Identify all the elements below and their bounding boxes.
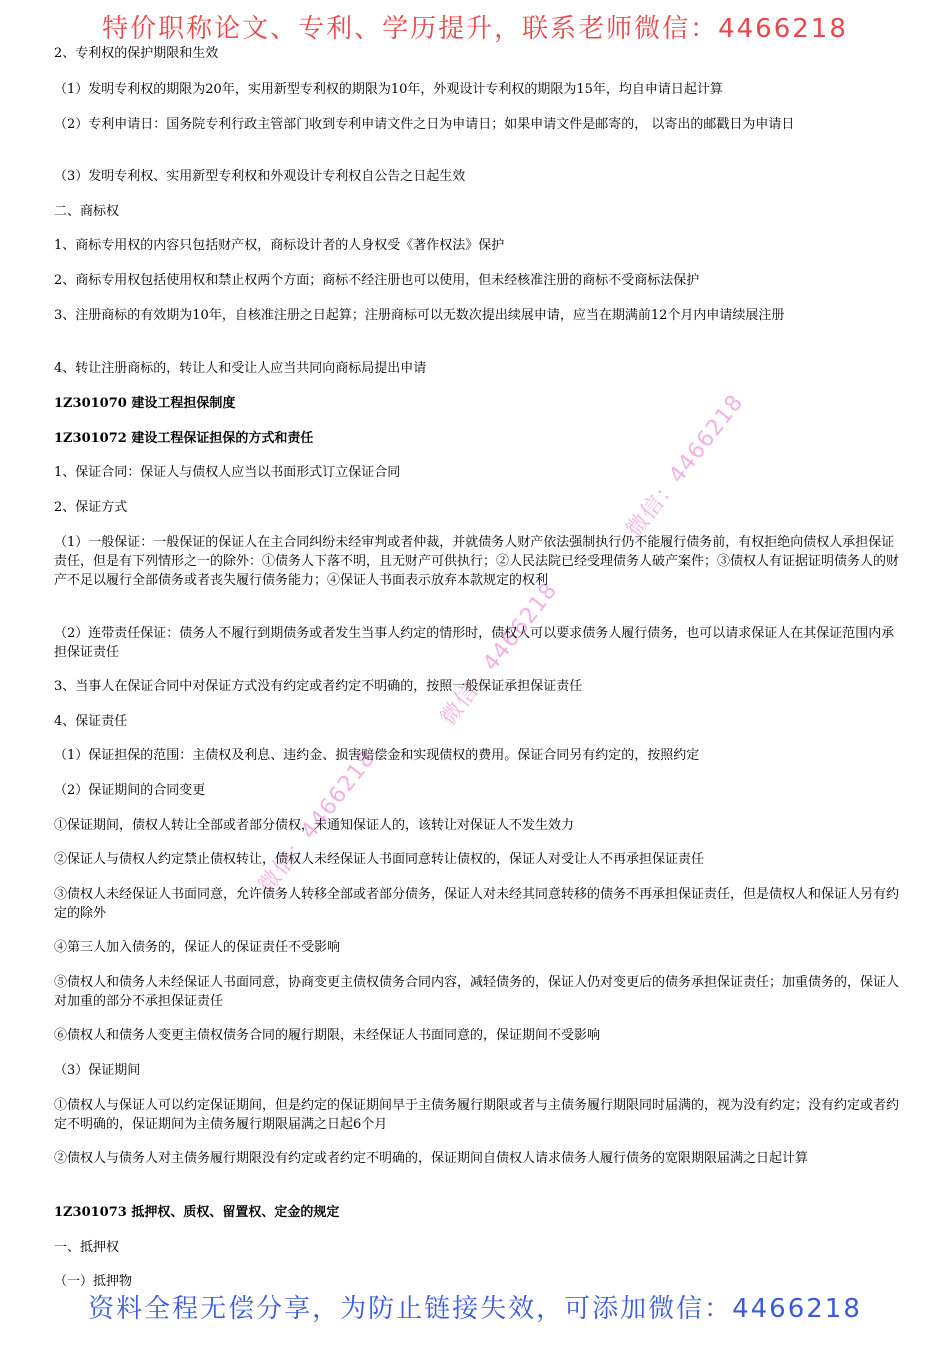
paragraph: （1）一般保证：一般保证的保证人在主合同纠纷未经审判或者仲裁，并就债务人财产依法强制执行仍不能履行债务前，有权拒绝向债权人承担保证责任，但是有下列情形之一的除外：①债务人下落不明，且无财产可供执行；②人民法院已经受理债务人破产案件；③债权人有证据证明债务人的财产不足以履行全部债务或者丧失履行债务能力；④保证人书面表示放弃本款规定的权利 (54, 535, 900, 588)
paragraph: （1）保证担保的范围：主债权及利息、违约金、损害赔偿金和实现债权的费用。保证合同另有约定的，按照约定 (54, 748, 700, 763)
watermark: 微信：4466218 (253, 745, 381, 899)
paragraph: 4、保证责任 (54, 714, 128, 729)
paragraph: 1、商标专用权的内容只包括财产权，商标设计者的人身权受《著作权法》保护 (54, 238, 505, 253)
watermark: 微信：4466218 (435, 577, 563, 731)
paragraph: ①保证期间，债权人转让全部或者部分债权，未通知保证人的，该转让对保证人不发生效力 (54, 818, 575, 833)
paragraph: ②债权人与债务人对主债务履行期限没有约定或者约定不明确的，保证期间自债权人请求债务人履行债务的宽限期限届满之日起计算 (54, 1151, 809, 1166)
paragraph: 3、注册商标的有效期为10年，自核准注册之日起算；注册商标可以无数次提出续展申请，应当在期满前12个月内申请续展注册 (54, 308, 785, 323)
paragraph: （2）保证期间的合同变更 (54, 783, 206, 798)
top-banner: 特价职称论文、专利、学历提升，联系老师微信：4466218 (102, 14, 848, 44)
paragraph: ⑤债权人和债务人未经保证人书面同意，协商变更主债权债务合同内容，减轻债务的，保证人仍对变更后的债务承担保证责任；加重债务的，保证人对加重的部分不承担保证责任 (54, 975, 900, 1009)
section-heading: 1Z301070 建设工程担保制度 (54, 396, 236, 411)
paragraph: （1）发明专利权的期限为20年，实用新型专利权的期限为10年，外观设计专利权的期限为15年，均自申请日起计算 (54, 82, 723, 97)
watermark: 微信：4466218 (621, 389, 749, 543)
paragraph: 2、保证方式 (54, 500, 128, 515)
paragraph: ②保证人与债权人约定禁止债权转让，债权人未经保证人书面同意转让债权的，保证人对受让人不再承担保证责任 (54, 852, 705, 867)
paragraph: （3）发明专利权、实用新型专利权和外观设计专利权自公告之日起生效 (54, 169, 466, 184)
paragraph: （一）抵押物 (54, 1274, 133, 1289)
paragraph: ③债权人未经保证人书面同意，允许债务人转移全部或者部分债务，保证人对未经其同意转移的债务不再承担保证责任，但是债权人和保证人另有约定的除外 (54, 887, 900, 921)
paragraph: 2、商标专用权包括使用权和禁止权两个方面；商标不经注册也可以使用，但未经核准注册的商标不受商标法保护 (54, 273, 700, 288)
paragraph: ①债权人与保证人可以约定保证期间，但是约定的保证期间早于主债务履行期限或者与主债务履行期限同时届满的，视为没有约定；没有约定或者约定不明确的，保证期间为主债务履行期限届满之日起6个月 (54, 1098, 900, 1132)
paragraph: （2）连带责任保证：债务人不履行到期债务或者发生当事人约定的情形时，债权人可以要求债务人履行债务，也可以请求保证人在其保证范围内承担保证责任 (54, 626, 895, 660)
paragraph: ④第三人加入债务的，保证人的保证责任不受影响 (54, 940, 341, 955)
heading-trademark: 二、商标权 (54, 204, 120, 219)
paragraph: 1、保证合同：保证人与债权人应当以书面形式订立保证合同 (54, 465, 401, 480)
section-heading: 1Z301072 建设工程保证担保的方式和责任 (54, 431, 314, 446)
section-heading: 1Z301073 抵押权、质权、留置权、定金的规定 (54, 1205, 340, 1220)
paragraph: （2）专利申请日：国务院专利行政主管部门收到专利申请文件之日为申请日；如果申请文件是邮寄的， 以寄出的邮戳日为申请日 (54, 117, 795, 132)
paragraph: 一、抵押权 (54, 1240, 120, 1255)
paragraph: （3）保证期间 (54, 1063, 141, 1078)
heading-patent-term: 2、专利权的保护期限和生效 (54, 46, 219, 61)
paragraph: 3、当事人在保证合同中对保证方式没有约定或者约定不明确的，按照一般保证承担保证责任 (54, 679, 583, 694)
paragraph: 4、转让注册商标的，转让人和受让人应当共同向商标局提出申请 (54, 361, 427, 376)
bottom-banner: 资料全程无偿分享，为防止链接失效，可添加微信：4466218 (88, 1294, 862, 1324)
paragraph: ⑥债权人和债务人变更主债权债务合同的履行期限，未经保证人书面同意的，保证期间不受影响 (54, 1028, 601, 1043)
